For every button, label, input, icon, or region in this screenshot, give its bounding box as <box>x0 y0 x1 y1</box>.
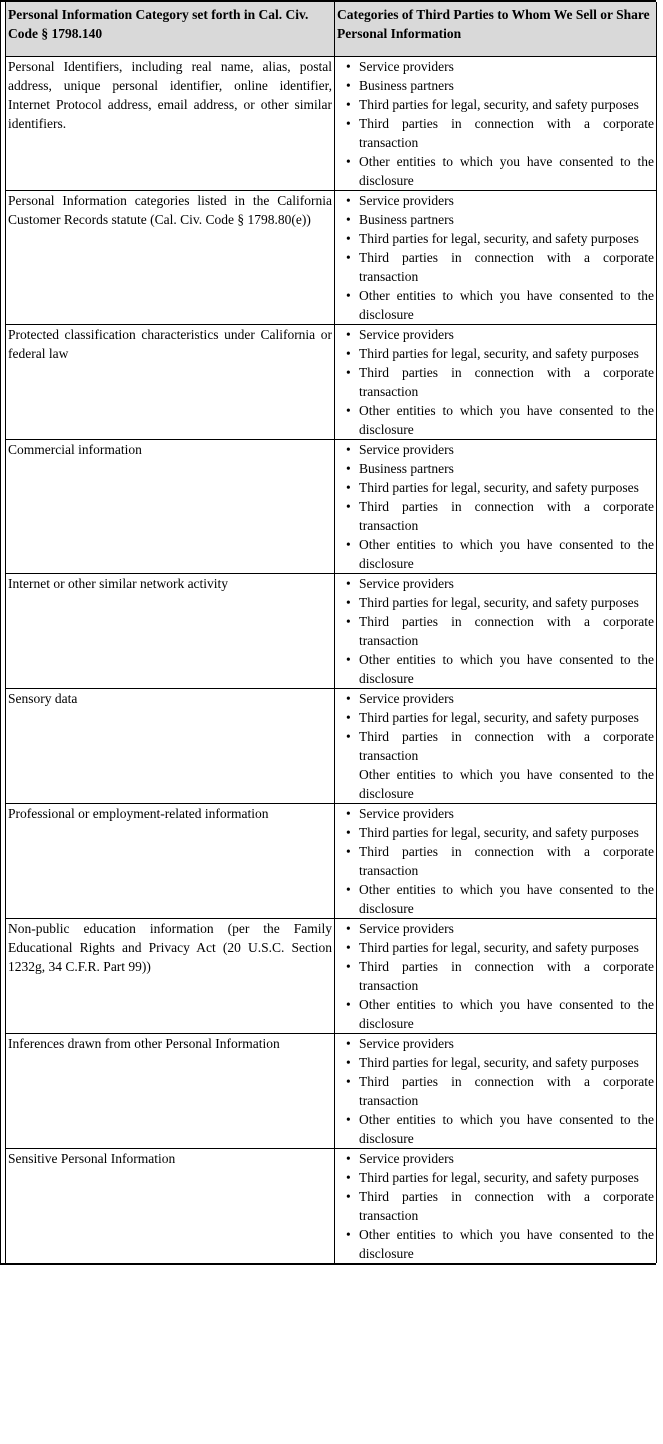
table-row <box>6 1149 657 1264</box>
column-header-personal-info-category: Personal Information Category set forth in Cal. Civ. Code § 1798.140 <box>6 2 335 57</box>
party-item: • Third parties in connection with a corporate transaction <box>337 363 654 401</box>
party-item: • Business partners <box>337 210 654 229</box>
parties-cell <box>335 57 657 191</box>
party-item: • Service providers <box>337 919 654 938</box>
parties-list <box>337 191 654 324</box>
column-header-third-parties: Categories of Third Parties to Whom We Sell or Share Personal Information <box>335 2 657 57</box>
party-item: • Other entities to which you have consented to the disclosure <box>337 650 654 688</box>
party-item: • Other entities to which you have consented to the disclosure <box>337 995 654 1033</box>
party-item: • Third parties for legal, security, and safety purposes <box>337 938 654 957</box>
category-cell: Inferences drawn from other Personal Information <box>6 1034 335 1149</box>
party-item: • Third parties in connection with a corporate transaction <box>337 114 654 152</box>
category-cell: Protected classification characteristics under California or federal law <box>6 325 335 440</box>
party-item: • Third parties in connection with a corporate transaction <box>337 1187 654 1225</box>
party-item: • Service providers <box>337 57 654 76</box>
parties-cell <box>335 689 657 804</box>
parties-list <box>337 1034 654 1148</box>
parties-cell <box>335 191 657 325</box>
party-item: • Other entities to which you have consented to the disclosure <box>337 152 654 190</box>
party-item: • Service providers <box>337 1034 654 1053</box>
party-item-no-bullet: Other entities to which you have consented to the disclosure <box>359 767 654 801</box>
parties-cell <box>335 574 657 689</box>
party-item: • Third parties for legal, security, and safety purposes <box>337 229 654 248</box>
parties-cell <box>335 1149 657 1264</box>
table-header <box>6 2 657 57</box>
table-row <box>6 1034 657 1149</box>
table-row <box>6 440 657 574</box>
party-item: • Other entities to which you have consented to the disclosure <box>337 286 654 324</box>
party-item: • Third parties for legal, security, and safety purposes <box>337 478 654 497</box>
category-cell: Sensitive Personal Information <box>6 1149 335 1264</box>
party-item: • Service providers <box>337 191 654 210</box>
table-row <box>6 57 657 191</box>
party-item: • Other entities to which you have consented to the disclosure <box>337 401 654 439</box>
party-item: • Third parties for legal, security, and safety purposes <box>337 344 654 363</box>
party-item: • Other entities to which you have consented to the disclosure <box>337 535 654 573</box>
parties-cell <box>335 325 657 440</box>
category-cell: Commercial information <box>6 440 335 574</box>
party-item: • Third parties in connection with a corporate transaction <box>337 248 654 286</box>
party-item: • Third parties for legal, security, and safety purposes <box>337 708 654 727</box>
party-item: • Service providers <box>337 325 654 344</box>
table-row <box>6 804 657 919</box>
parties-cell <box>335 1034 657 1149</box>
party-item: • Third parties in connection with a corporate transaction <box>337 1072 654 1110</box>
category-cell: Personal Information categories listed in the California Customer Records statute (Cal. Civ. Code § 1798.80(e)) <box>6 191 335 325</box>
parties-list <box>337 574 654 688</box>
party-item: • Third parties in connection with a corporate transaction <box>337 957 654 995</box>
table-row <box>6 325 657 440</box>
category-cell: Non-public education information (per the Family Educational Rights and Privacy Act (20 U.S.C. Section 1232g, 34 C.F.R. Part 99)) <box>6 919 335 1034</box>
parties-list <box>337 919 654 1033</box>
parties-list <box>337 689 654 803</box>
party-item: • Service providers <box>337 574 654 593</box>
party-item: • Service providers <box>337 804 654 823</box>
party-item: • Third parties in connection with a corporate transaction <box>337 727 654 765</box>
parties-cell <box>335 919 657 1034</box>
party-item: • Service providers <box>337 1149 654 1168</box>
party-item: • Third parties in connection with a corporate transaction <box>337 612 654 650</box>
header-row <box>6 2 657 57</box>
party-item: • Business partners <box>337 459 654 478</box>
parties-list <box>337 804 654 918</box>
party-item: • Third parties for legal, security, and safety purposes <box>337 1168 654 1187</box>
parties-list <box>337 57 654 190</box>
category-cell: Internet or other similar network activity <box>6 574 335 689</box>
party-item: • Other entities to which you have consented to the disclosure <box>337 1225 654 1263</box>
parties-list <box>337 325 654 439</box>
party-item: • Third parties for legal, security, and safety purposes <box>337 823 654 842</box>
party-item: • Third parties in connection with a corporate transaction <box>337 842 654 880</box>
category-cell: Professional or employment-related information <box>6 804 335 919</box>
party-item: • Third parties in connection with a corporate transaction <box>337 497 654 535</box>
table-body <box>6 57 657 1264</box>
party-item: • Business partners <box>337 76 654 95</box>
parties-cell <box>335 804 657 919</box>
party-item: • Third parties for legal, security, and safety purposes <box>337 1053 654 1072</box>
party-item: • Service providers <box>337 440 654 459</box>
party-item: • Other entities to which you have consented to the disclosure <box>337 880 654 918</box>
parties-list <box>337 1149 654 1263</box>
category-cell: Sensory data <box>6 689 335 804</box>
party-item: • Other entities to which you have consented to the disclosure <box>337 1110 654 1148</box>
privacy-categories-table <box>5 2 657 1263</box>
table-row <box>6 689 657 804</box>
party-item: • Service providers <box>337 689 654 708</box>
party-item: • Third parties for legal, security, and safety purposes <box>337 593 654 612</box>
table-row <box>6 919 657 1034</box>
parties-list <box>337 440 654 573</box>
table-row <box>6 191 657 325</box>
parties-cell <box>335 440 657 574</box>
table-row <box>6 574 657 689</box>
category-cell: Personal Identifiers, including real name, alias, postal address, unique personal identifier, online identifier, Internet Protocol address, email address, or other similar identifiers. <box>6 57 335 191</box>
party-item: • Third parties for legal, security, and safety purposes <box>337 95 654 114</box>
